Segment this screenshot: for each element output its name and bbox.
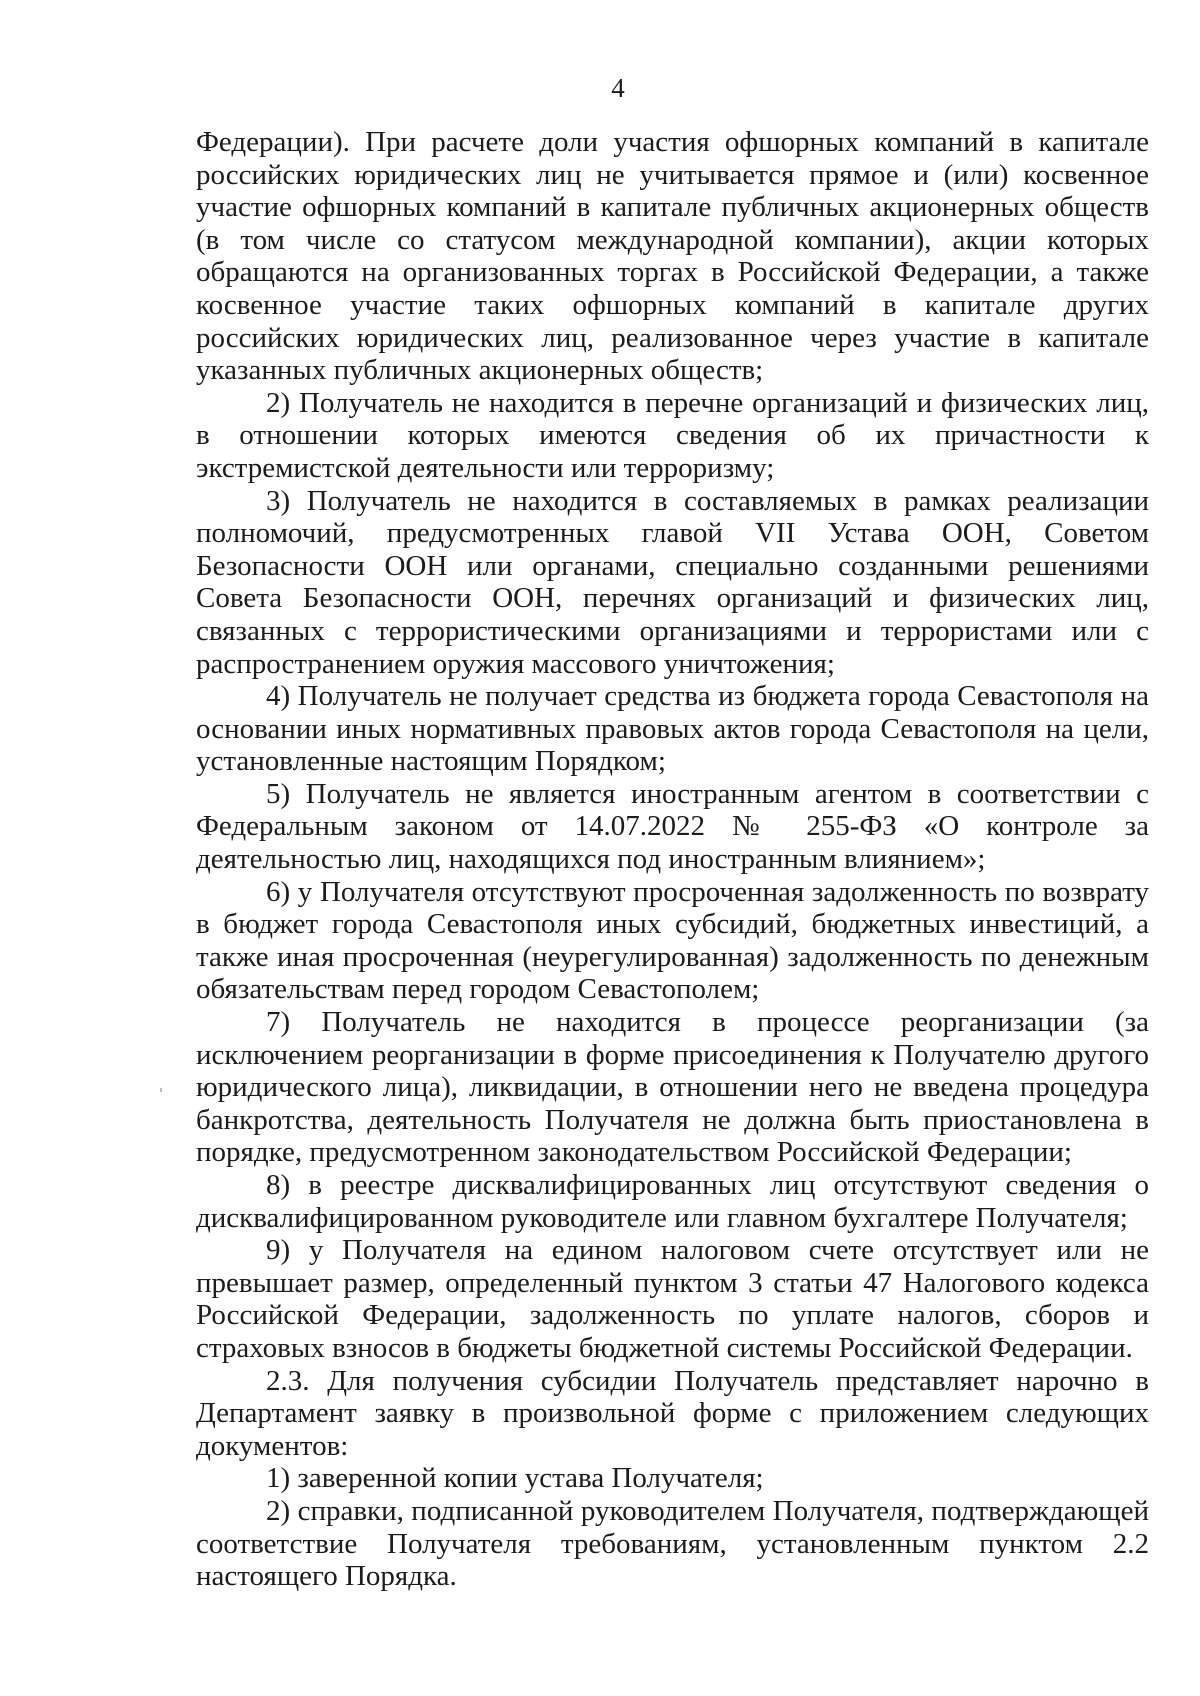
paragraph-item-4: 4) Получатель не получает средства из бюджета города Севастополя на основании иных нормативных правовых актов города Севастополя на цели, установленные настоящим Порядком; [196, 680, 1149, 778]
paragraph-item-7: 7) Получатель не находится в процессе реорганизации (за исключением реорганизации в форме присоединения к Получателю другого юридического лица), ликвидации, в отношении него не введена процедура банкротства, деятельность Получателя не должна быть приостановлена в порядке, предусмотренном законодательством Российской Федерации; [196, 1006, 1149, 1169]
paragraph-item-3: 3) Получатель не находится в составляемых в рамках реализации полномочий, предусмотренных главой VII Устава ООН, Советом Безопасности ООН или органами, специально созданными решениями Совета Безопасности ООН, перечнях организаций и физических лиц, связанных с террористическими организациями и террористами или с распространением оружия массового уничтожения; [196, 484, 1149, 680]
paragraph-continuation: Федерации). При расчете доли участия офшорных компаний в капитале российских юридических лиц не учитывается прямое и (или) косвенное участие офшорных компаний в капитале публичных акционерных обществ (в том числе со статусом международной компании), акции которых обращаются на организованных торгах в Российской Федерации, а также косвенное участие таких офшорных компаний в капитале других российских юридических лиц, реализованное через участие в капитале указанных публичных акционерных обществ; [196, 126, 1149, 387]
paragraph-doc-item-1: 1) заверенной копии устава Получателя; [266, 1462, 764, 1495]
page-number: 4 [611, 73, 625, 103]
paragraph-doc-item-2: 2) справки, подписанной руководителем Получателя, подтверждающей соответствие Получателя требованиям, установленным пунктом 2.2 настоящего Порядка. [196, 1494, 1149, 1593]
paragraph-item-6: 6) у Получателя отсутствуют просроченная задолженность по возврату в бюджет города Севастополя иных субсидий, бюджетных инвестиций, а также иная просроченная (неурегулированная) задолженность по денежным обязательствам перед городом Севастополем; [196, 875, 1149, 1006]
paragraph-item-9: 9) у Получателя на едином налоговом счете отсутствует или не превышает размер, определенный пунктом 3 статьи 47 Налогового кодекса Российской Федерации, задолженность по уплате налогов, сборов и страховых взносов в бюджеты бюджетной системы Российской Федерации. [196, 1234, 1149, 1364]
document-body [196, 126, 1149, 1593]
paragraph-section-2-3: 2.3. Для получения субсидии Получатель представляет нарочно в Департамент заявку в произвольной форме с приложением следующих документов: [196, 1364, 1149, 1462]
paragraph-item-5: 5) Получатель не является иностранным агентом в соответствии с Федеральным законом от 14.07.2022 № 255-ФЗ «О контроле за деятельностью лиц, находящихся под иностранным влиянием»; [196, 777, 1149, 876]
paragraph-item-8: 8) в реестре дисквалифицированных лиц отсутствуют сведения о дисквалифицированном руководителе или главном бухгалтере Получателя; [196, 1169, 1149, 1234]
paragraph-item-2: 2) Получатель не находится в перечне организаций и физических лиц, в отношении которых имеются сведения об их причастности к экстремистской деятельности или терроризму; [196, 386, 1149, 484]
scan-artifact [160, 1088, 162, 1092]
